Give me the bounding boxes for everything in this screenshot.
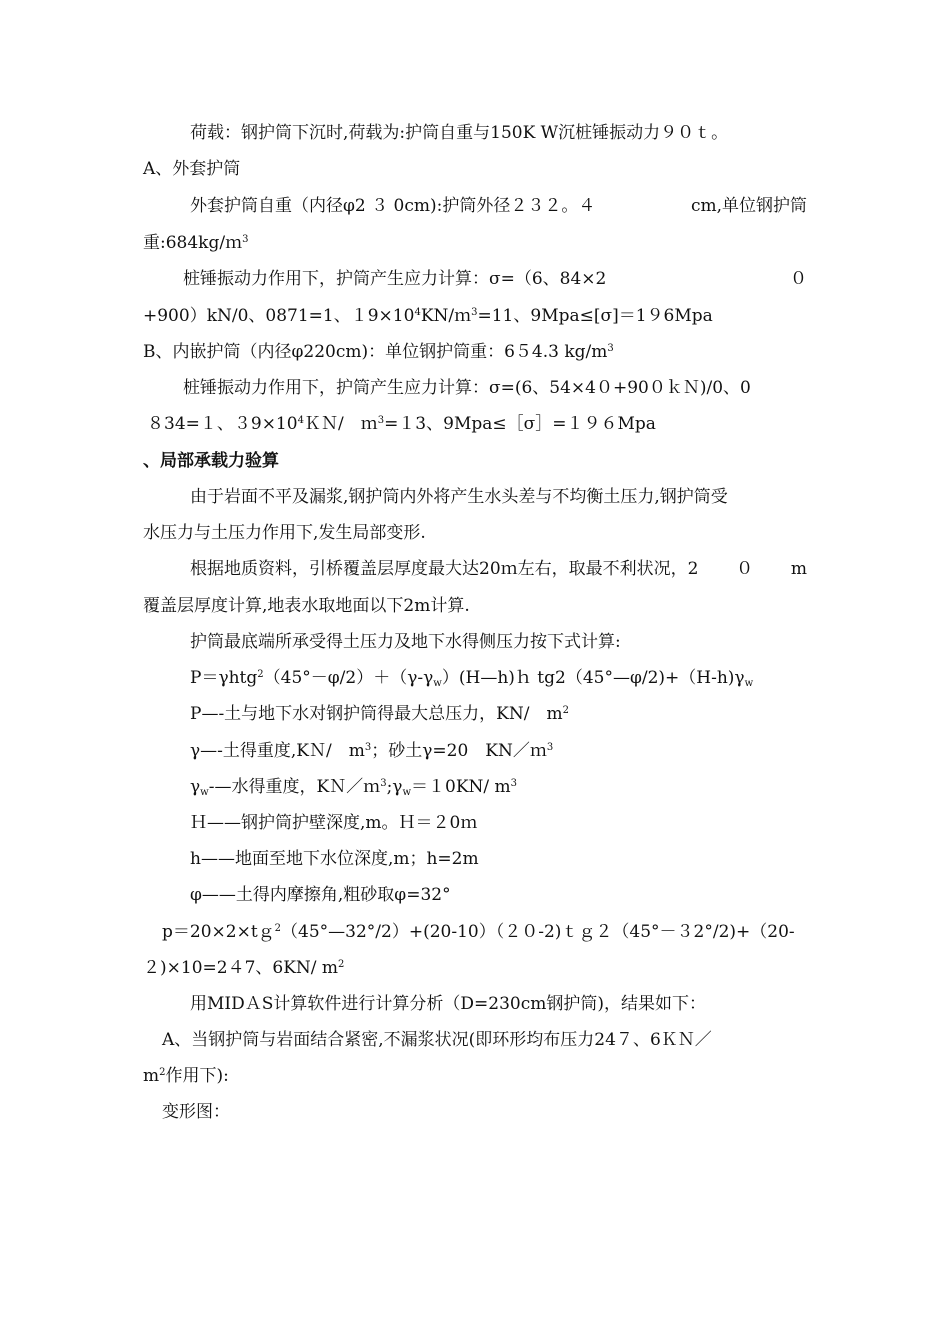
superscript: 4: [297, 415, 304, 426]
text: ；砂土γ=20 KN／ｍ: [371, 741, 547, 761]
text: ;γ: [386, 777, 403, 797]
text: B、内嵌护筒（内径φ220cm)：单位钢护筒重：6５4.3 kg/m: [143, 342, 608, 362]
text: A、当钢护筒与岩面结合紧密,不漏浆状况(即环形均布压力24７、6ＫＮ／: [162, 1030, 712, 1050]
superscript: 3: [546, 742, 554, 753]
formula-result-line: [143, 957, 344, 979]
text: ８34=１、３9×10: [147, 414, 298, 434]
paragraph-line: [190, 993, 706, 1015]
text: 荷载：钢护筒下沉时,荷载为:护筒自重与150K W沉桩锤振动力９０ｔ。: [190, 123, 729, 143]
text: 桩锤振动力作用下，护筒产生应力计算：σ=(6、54×4０+90０ｋＮ)/0、0: [183, 378, 751, 398]
text: φ——土得内摩擦角,粗砂取φ=32°: [190, 885, 451, 905]
text: cm,单位钢护筒: [690, 196, 807, 216]
subscript: w: [744, 678, 754, 689]
definition-line: [190, 848, 479, 870]
section-a-heading: [143, 158, 240, 180]
figure-caption: [162, 1101, 230, 1123]
superscript: 2: [562, 705, 569, 716]
superscript: 2: [274, 923, 282, 934]
superscript: 3: [380, 778, 387, 789]
definition-line: [190, 884, 451, 906]
stress-calc-a-result: [143, 305, 713, 327]
text: ０: [736, 559, 754, 579]
text: Ｈ——钢护筒护壁深度,m。Ｈ＝２0ｍ: [190, 813, 478, 833]
text: ２)×10=2４7、6KN/ m: [143, 958, 339, 978]
text: +900）kN/0、0871=1、１9×10: [143, 306, 415, 326]
text: 重:684kg/ｍ: [143, 233, 243, 253]
definition-line: [190, 776, 517, 801]
superscript: 3: [510, 778, 518, 789]
text: p＝20×2×tｇ: [162, 922, 275, 942]
superscript: 3: [607, 343, 614, 354]
superscript: 3: [242, 234, 249, 245]
text: 覆盖层厚度计算,地表水取地面以下2m计算.: [143, 596, 470, 616]
text: γ—-土得重度,KＮ/ m: [190, 741, 365, 761]
section-b-heading: [143, 341, 614, 363]
superscript: 3: [377, 415, 385, 426]
text: 桩锤振动力作用下，护筒产生应力计算：σ=（6、84×2: [183, 269, 607, 289]
superscript: 2: [338, 959, 345, 970]
definition-line: [190, 740, 553, 762]
text: 水压力与土压力作用下,发生局部变形.: [143, 523, 426, 543]
outer-casing-weight: [143, 232, 248, 254]
paragraph-line: [143, 1065, 229, 1087]
local-bearing-heading: [143, 450, 279, 472]
paragraph-line: [143, 595, 470, 617]
stress-calc-b-result: [147, 413, 656, 435]
stress-calc-a-line: [143, 268, 807, 290]
subscript: w: [402, 787, 412, 798]
load-line: [190, 122, 728, 144]
text: 变形图：: [162, 1102, 230, 1122]
stress-calc-b-line: [183, 377, 751, 399]
subscript: w: [433, 678, 442, 689]
text: m: [143, 1066, 160, 1086]
outer-casing-line: [143, 195, 807, 217]
text: =１3、9Mpa≤［σ］=１９６Mpa: [384, 414, 656, 434]
text: -—水得重度，KＮ／ｍ: [208, 777, 381, 797]
text: P＝γhtg: [190, 668, 258, 688]
subscript: w: [200, 787, 209, 798]
text: ）(H—h)ｈ tg2（45°—φ/2)+（H-h)γ: [441, 668, 745, 688]
text: 护筒最底端所承受得土压力及地下水得侧压力按下式计算:: [190, 632, 621, 652]
text: （45°—32°/2）+(20-10）（２０-2)ｔｇ２（45°－３2°/2)+（20-: [281, 922, 795, 942]
text: h——地面至地下水位深度,m；h=2m: [190, 849, 479, 869]
superscript: 3: [471, 307, 478, 318]
formula-line: [190, 667, 753, 692]
paragraph-line: [143, 522, 426, 544]
text: m: [790, 559, 807, 579]
definition-line: [190, 812, 477, 834]
text: KN/ｍ: [420, 306, 472, 326]
definition-line: [190, 703, 569, 725]
text: 用MIDＡS计算软件进行计算分析（D=230cm钢护筒)，结果如下：: [190, 994, 706, 1014]
text: 外套护筒自重（内径φ2 ３ 0cm):护筒外径２３２。４: [190, 196, 596, 216]
superscript: 2: [257, 669, 264, 680]
geology-line: [143, 558, 807, 580]
superscript: 2: [159, 1067, 166, 1078]
text: 作用下):: [165, 1066, 229, 1086]
text: =11、9Mpa≤[σ]＝1９6Mpa: [477, 306, 713, 326]
text: ＝１0KN/ m: [411, 777, 511, 797]
text: （45°－φ/2）＋（γ-γ: [263, 668, 434, 688]
text: A、外套护筒: [143, 159, 241, 179]
formula-result-line: [162, 921, 795, 943]
text: ０: [790, 269, 807, 289]
paragraph-line: [190, 486, 728, 508]
text: ＫＮ/ ｍ: [303, 414, 378, 434]
superscript: 3: [364, 742, 372, 753]
paragraph-line: [162, 1029, 712, 1051]
superscript: 4: [414, 307, 421, 318]
text: P—-土与地下水对钢护筒得最大总压力，KN/ m: [190, 704, 563, 724]
text: γ: [190, 777, 201, 797]
text: 由于岩面不平及漏浆,钢护筒内外将产生水头差与不均衡土压力,钢护筒受: [190, 487, 728, 507]
paragraph-line: [190, 631, 621, 653]
text: 、局部承载力验算: [143, 451, 279, 471]
text: 根据地质资料，引桥覆盖层厚度最大达20ｍ左右，取最不利状况，2: [190, 559, 699, 579]
